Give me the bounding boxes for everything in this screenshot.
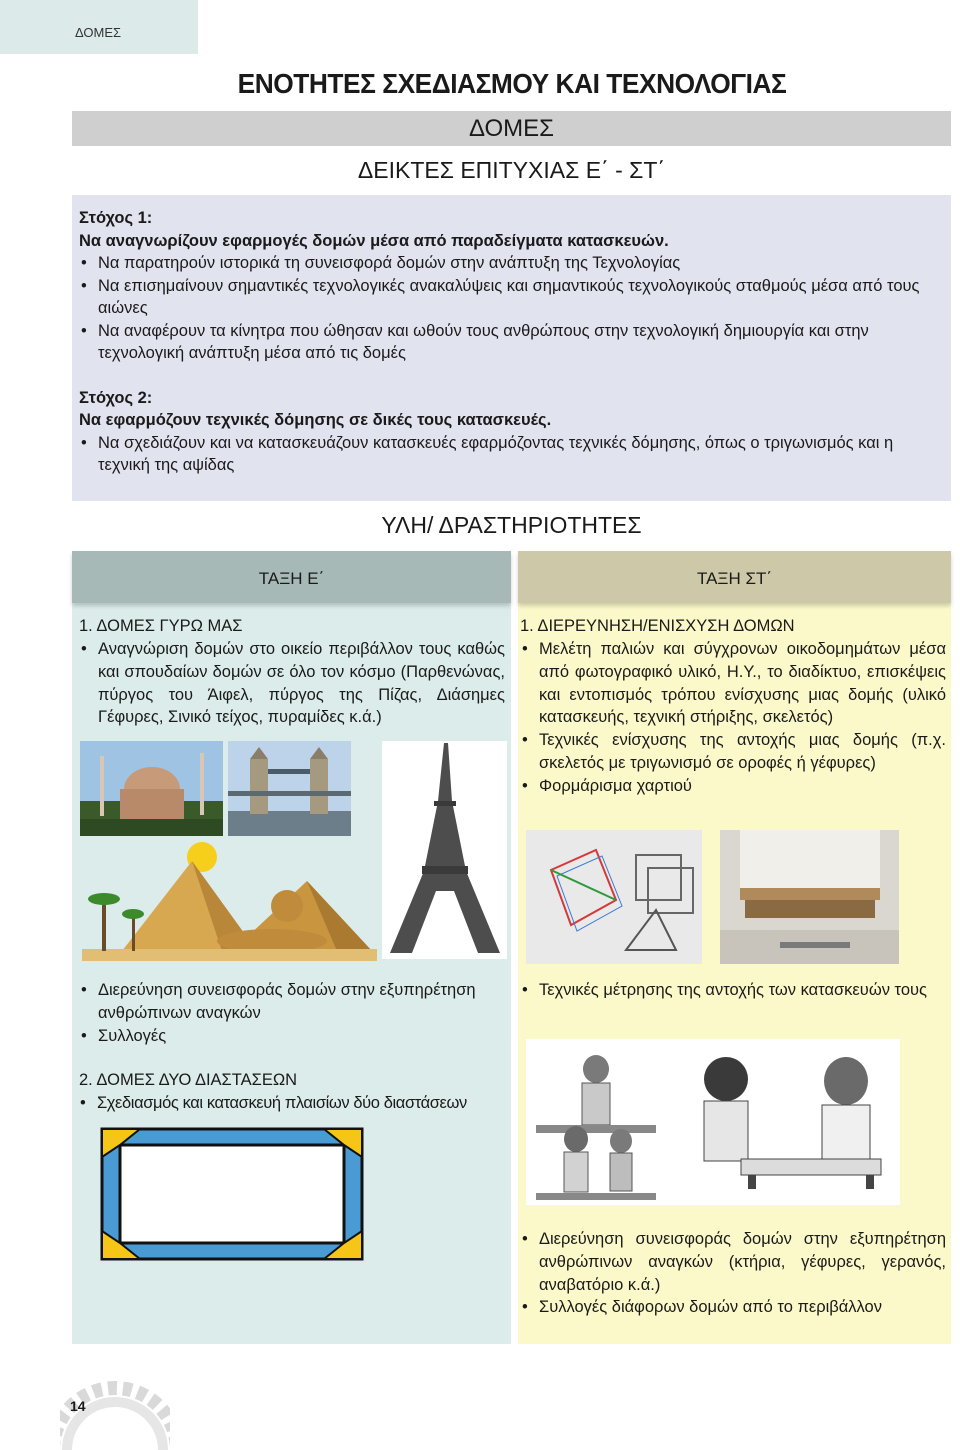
section-tab [0, 0, 198, 54]
list-item: • Σχεδιασμός και κατασκευή πλαισίων δύο διαστάσεων [78, 1092, 508, 1115]
band-title: ΔΟΜΕΣ [468, 115, 555, 142]
grade-st-column [518, 551, 951, 1344]
grade-e-extra-list [79, 979, 505, 1047]
goals-box [72, 195, 951, 501]
goal-1-label: Στόχος 1: [79, 209, 153, 227]
grade-e-topic-1: 1. ΔΟΜΕΣ ΓΥΡΩ ΜΑΣ [79, 617, 243, 635]
goal-1-statement: Να αναγνωρίζουν εφαρμογές δομών μέσα από παραδείγματα κατασκευών. [79, 231, 669, 250]
tower-bridge-photo [228, 741, 351, 836]
list-item: • Διερεύνηση συνεισφοράς δομών στην εξυπηρέτηση ανθρώπινων αναγκών [79, 979, 505, 1025]
two-dimensional-frame-image [100, 1127, 364, 1261]
materials-activities-title: ΥΛΗ/ ΔΡΑΣΤΗΡΙΟΤΗΤΕΣ [381, 512, 642, 538]
goal-2-list [79, 432, 945, 477]
grade-e-topic-2-list [78, 1092, 508, 1115]
pyramids-sphinx-image [82, 841, 377, 966]
grade-e-topic-2: 2. ΔΟΜΕΣ ΔΥΟ ΔΙΑΣΤΑΣΕΩΝ [79, 1071, 298, 1089]
list-item: • Να σχεδιάζουν και να κατασκευάζουν κατασκευές εφαρμόζοντας τεχνικές δόμησης, όπως ο τριγωνισμός και η τεχνική της αψίδας [79, 432, 945, 477]
success-indicators-title: ΔΕΙΚΤΕΣ ΕΠΙΤΥΧΙΑΣ Ε΄ - ΣΤ΄ [357, 157, 666, 183]
list-item: • Αναγνώριση δομών στο οικείο περιβάλλον τους καθώς και σπουδαίων δομών σε όλο τον κόσμο (Παρθενώνας, πύργος του Άιφελ, πύργος της Πίζας, Διάσημες Γέφυρες, Σινικό τείχος, πυραμίδες κ.ά.) [79, 638, 505, 729]
list-item: • Να αναφέρουν τα κίνητρα που ώθησαν και ωθούν τους ανθρώπους στην τεχνολογική δημιουργία και στην τεχνολογική ανάπτυξη μέσα από τις δομές [79, 320, 945, 365]
grade-st-final-list [520, 1228, 946, 1319]
goal-2-statement: Να εφαρμόζουν τεχνικές δόμησης σε δικές τους κατασκευές. [79, 411, 552, 429]
goal-1-list [79, 252, 945, 365]
straw-structures-photo [526, 830, 702, 964]
grade-st-topic-1-list [520, 638, 946, 798]
list-item: • Συλλογές [79, 1025, 505, 1048]
eiffel-tower-image [382, 741, 507, 959]
list-item: • Να παρατηρούν ιστορικά τη συνεισφορά δομών στην ανάπτυξη της Τεχνολογίας [79, 252, 945, 275]
list-item: • Μελέτη παλιών και σύγχρονων οικοδομημάτων μέσα από φωτογραφικό υλικό, Η.Υ., το διαδίκτυο, επισκέψεις και εντοπισμός τρόπου ενίσχυσης μιας δομής (υλικό κατασκευής, τεχνική στήριξης, σκελετός) [520, 638, 946, 729]
grade-st-heading: ΤΑΞΗ ΣΤ΄ [518, 551, 951, 603]
grade-e-column [72, 551, 511, 1344]
goal-2-label: Στόχος 2: [79, 388, 153, 407]
grade-e-topic-1-list [79, 638, 505, 729]
list-item: • Να επισημαίνουν σημαντικές τεχνολογικές ανακαλύψεις και σημαντικούς τεχνολογικούς σταθμούς μέσα από τους αιώνες [79, 275, 945, 320]
grade-e-heading: ΤΑΞΗ Ε΄ [72, 551, 511, 603]
grade-st-measure-list [520, 979, 946, 1002]
list-item: • Τεχνικές μέτρησης της αντοχής των κατασκευών τους [520, 979, 946, 1002]
section-label: ΔΟΜΕΣ [75, 25, 122, 40]
structures-band [72, 111, 951, 146]
page-number: 14 [70, 1398, 86, 1414]
grade-st-topic-1: 1. ΔΙΕΡΕΥΝΗΣΗ/ΕΝΙΣΧΥΣΗ ΔΟΜΩΝ [520, 617, 795, 635]
hagia-sophia-photo [80, 741, 223, 836]
paper-bridge-photo [720, 830, 899, 964]
list-item: • Φορμάρισμα χαρτιού [520, 775, 946, 798]
list-item: • Συλλογές διάφορων δομών από το περιβάλλον [520, 1296, 946, 1319]
list-item: • Διερεύνηση συνεισφοράς δομών στην εξυπηρέτηση ανθρώπινων αναγκών (κτήρια, γέφυρες, γερανός, αναβατόριο κ.ά.) [520, 1228, 946, 1296]
list-item: • Τεχνικές ενίσχυσης της αντοχής μιας δομής (π.χ. σκελετός με τριγωνισμό σε οροφές ή γέφυρες) [520, 729, 946, 775]
page-title: ΕΝΟΤΗΤΕΣ ΣΧΕΔΙΑΣΜΟΥ ΚΑΙ ΤΕΧΝΟΛΟΓΙΑΣ [237, 68, 787, 99]
children-testing-strength-image [526, 1039, 900, 1205]
